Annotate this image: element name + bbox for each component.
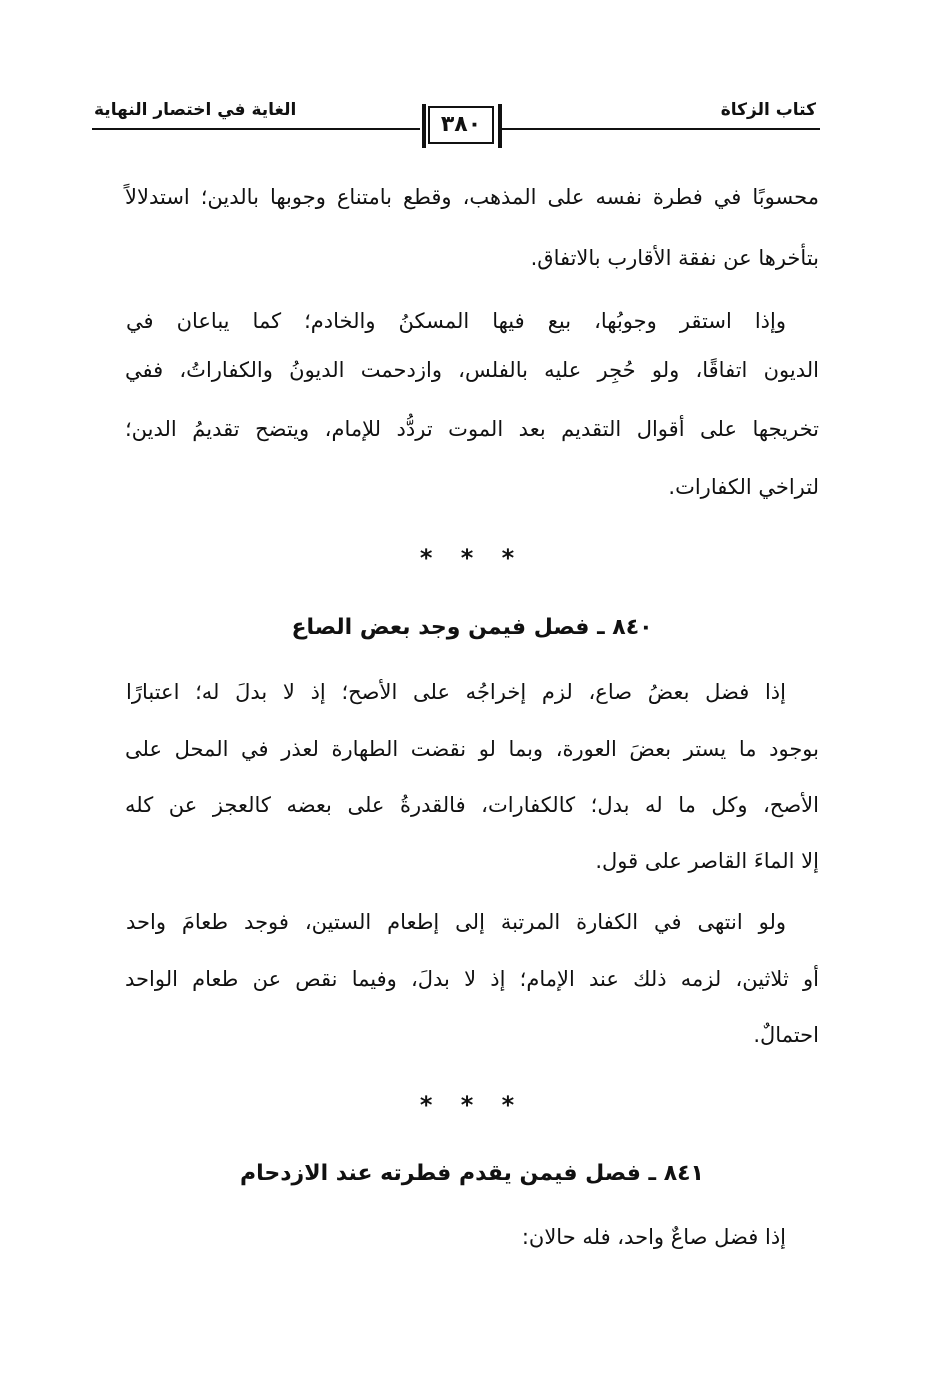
paragraph-line: محسوبًا في فطرة نفسه على المذهب، وقطع بامتناع وجوبها بالدين؛ استدلالاً bbox=[125, 185, 819, 209]
section-heading: ٨٤٠ ـ فصل فيمن وجد بعض الصاع bbox=[291, 615, 653, 640]
section-separator: * * * bbox=[419, 1091, 525, 1119]
paragraph-line: لتراخي الكفارات. bbox=[668, 475, 819, 499]
page-number: ٣٨٠ bbox=[440, 112, 482, 137]
section-separator: * * * bbox=[419, 544, 525, 572]
running-header-chapter: كتاب الزكاة bbox=[720, 100, 816, 120]
paragraph-line: إلا الماءَ القاصر على قول. bbox=[595, 849, 819, 873]
paragraph-line: احتمالٌ. bbox=[753, 1023, 819, 1047]
running-header-book-title: الغاية في اختصار النهاية bbox=[94, 100, 297, 120]
page-number-bracket-left bbox=[422, 104, 426, 148]
paragraph-line: بتأخرها عن نفقة الأقارب بالاتفاق. bbox=[530, 246, 819, 270]
paragraph-line: الديون اتفاقًا، ولو حُجِر عليه بالفلس، وازدحمت الديونُ والكفاراتُ، ففي bbox=[125, 358, 819, 382]
paragraph-line: أو ثلاثين، لزمه ذلك عند الإمام؛ إذ لا بدلَ، وفيما نقص عن طعام الواحد bbox=[125, 967, 819, 991]
page-number-bracket-right bbox=[498, 104, 502, 148]
paragraph-line: إذا فضل صاعٌ واحد، فله حالان: bbox=[521, 1225, 786, 1249]
paragraph-line: ولو انتهى في الكفارة المرتبة إلى إطعام الستين، فوجد طعامَ واحد bbox=[126, 910, 786, 934]
paragraph-line: الأصح، وكل ما له بدل؛ كالكفارات، فالقدرةُ على بعضه كالعجز عن كله bbox=[125, 793, 819, 817]
section-heading: ٨٤١ ـ فصل فيمن يقدم فطرته عند الازدحام bbox=[240, 1161, 704, 1186]
header-rule-right bbox=[502, 128, 820, 130]
header-rule-left bbox=[92, 128, 420, 130]
paragraph-line: بوجود ما يستر بعضَ العورة، وبما لو نقضت الطهارة لعذر في المحل على bbox=[125, 737, 819, 761]
paragraph-line: تخريجها على أقوال التقديم بعد الموت تردُّد للإمام، ويتضح تقديمُ الدين؛ bbox=[125, 417, 819, 441]
paragraph-line: إذا فضل بعضُ صاع، لزم إخراجُه على الأصح؛ إذ لا بدلَ له؛ اعتبارًا bbox=[126, 680, 786, 704]
page-number-box bbox=[422, 104, 502, 148]
paragraph-line: وإذا استقر وجوبُها، بيع فيها المسكنُ والخادم؛ كما يباعان في bbox=[126, 309, 786, 333]
